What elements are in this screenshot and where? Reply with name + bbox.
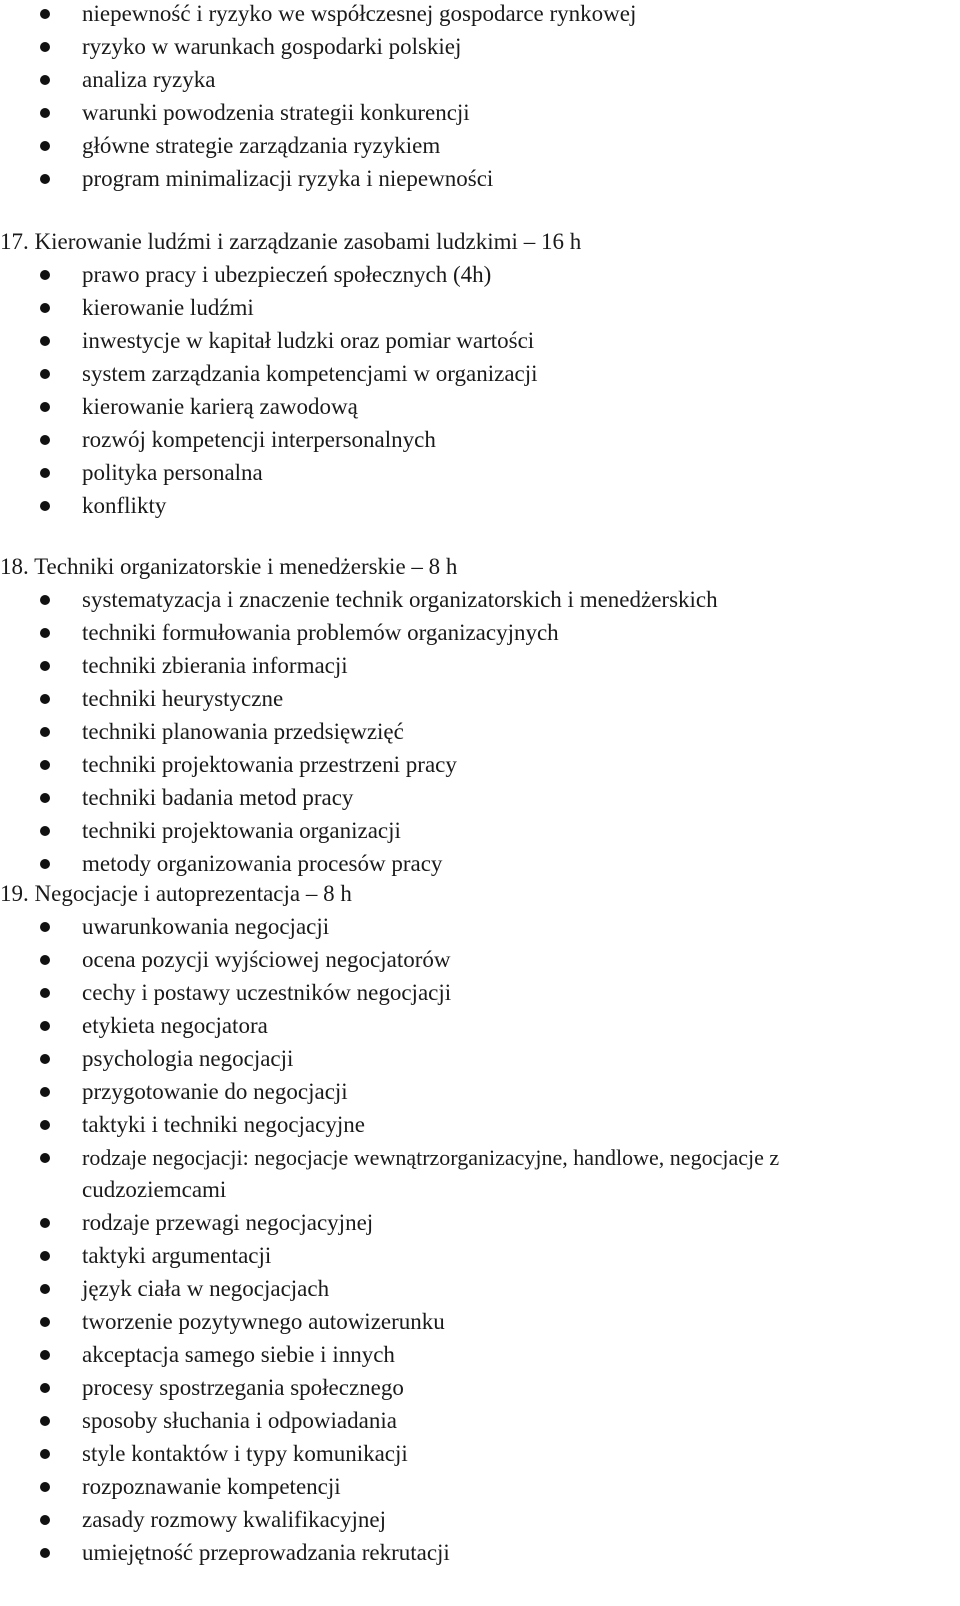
bullet-icon: [40, 1153, 50, 1163]
list-item: cechy i postawy uczestników negocjacji: [82, 979, 451, 1007]
bullet-icon: [40, 1383, 50, 1393]
bullet-icon: [40, 1054, 50, 1064]
bullet-icon: [40, 595, 50, 605]
section-heading: 17. Kierowanie ludźmi i zarządzanie zasobami ludzkimi – 16 h: [0, 229, 582, 254]
bullet-icon: [40, 1284, 50, 1294]
list-item: akceptacja samego siebie i innych: [82, 1341, 395, 1369]
list-item: kierowanie ludźmi: [82, 294, 254, 322]
bullet-icon: [40, 270, 50, 280]
bullet-icon: [40, 336, 50, 346]
list-item: techniki formułowania problemów organizacyjnych: [82, 619, 559, 647]
bullet-icon: [40, 1218, 50, 1228]
bullet-icon: [40, 859, 50, 869]
bullet-icon: [40, 174, 50, 184]
bullet-icon: [40, 1021, 50, 1031]
bullet-icon: [40, 922, 50, 932]
list-item: umiejętność przeprowadzania rekrutacji: [82, 1539, 450, 1567]
bullet-icon: [40, 628, 50, 638]
bullet-icon: [40, 435, 50, 445]
list-item: etykieta negocjatora: [82, 1012, 268, 1040]
list-item: techniki projektowania organizacji: [82, 817, 401, 845]
list-item: taktyki argumentacji: [82, 1242, 271, 1270]
bullet-icon: [40, 402, 50, 412]
list-item: przygotowanie do negocjacji: [82, 1078, 348, 1106]
bullet-icon: [40, 727, 50, 737]
list-item: inwestycje w kapitał ludzki oraz pomiar wartości: [82, 327, 534, 355]
list-item: uwarunkowania negocjacji: [82, 913, 329, 941]
list-item: techniki planowania przedsięwzięć: [82, 718, 404, 746]
bullet-icon: [40, 9, 50, 19]
bullet-icon: [40, 369, 50, 379]
list-item: rodzaje przewagi negocjacyjnej: [82, 1209, 373, 1237]
bullet-icon: [40, 1350, 50, 1360]
list-item: sposoby słuchania i odpowiadania: [82, 1407, 397, 1435]
list-item: system zarządzania kompetencjami w organizacji: [82, 360, 538, 388]
list-item: taktyki i techniki negocjacyjne: [82, 1111, 365, 1139]
section-heading: 18. Techniki organizatorskie i menedżerskie – 8 h: [0, 554, 458, 579]
bullet-icon: [40, 1548, 50, 1558]
bullet-icon: [40, 1482, 50, 1492]
list-item: polityka personalna: [82, 459, 263, 487]
list-item: ryzyko w warunkach gospodarki polskiej: [82, 33, 461, 61]
section-heading: 19. Negocjacje i autoprezentacja – 8 h: [0, 881, 352, 906]
bullet-icon: [40, 1515, 50, 1525]
list-item: tworzenie pozytywnego autowizerunku: [82, 1308, 445, 1336]
bullet-icon: [40, 1120, 50, 1130]
bullet-icon: [40, 141, 50, 151]
bullet-icon: [40, 1317, 50, 1327]
list-item: język ciała w negocjacjach: [82, 1275, 329, 1303]
list-item: psychologia negocjacji: [82, 1045, 293, 1073]
bullet-icon: [40, 661, 50, 671]
list-item: warunki powodzenia strategii konkurencji: [82, 99, 470, 127]
bullet-icon: [40, 1449, 50, 1459]
list-item: techniki badania metod pracy: [82, 784, 353, 812]
bullet-icon: [40, 826, 50, 836]
list-item: rozwój kompetencji interpersonalnych: [82, 426, 436, 454]
list-item: techniki heurystyczne: [82, 685, 283, 713]
list-item-continuation: cudzoziemcami: [82, 1177, 227, 1202]
list-item: style kontaktów i typy komunikacji: [82, 1440, 408, 1468]
bullet-icon: [40, 1087, 50, 1097]
list-item: niepewność i ryzyko we współczesnej gospodarce rynkowej: [82, 0, 636, 28]
bullet-icon: [40, 303, 50, 313]
bullet-icon: [40, 760, 50, 770]
bullet-icon: [40, 694, 50, 704]
list-item: zasady rozmowy kwalifikacyjnej: [82, 1506, 386, 1534]
list-item: analiza ryzyka: [82, 66, 215, 94]
list-item: techniki zbierania informacji: [82, 652, 348, 680]
bullet-icon: [40, 1416, 50, 1426]
list-item: główne strategie zarządzania ryzykiem: [82, 132, 440, 160]
bullet-icon: [40, 468, 50, 478]
bullet-icon: [40, 793, 50, 803]
bullet-icon: [40, 108, 50, 118]
bullet-icon: [40, 75, 50, 85]
bullet-icon: [40, 1251, 50, 1261]
bullet-icon: [40, 955, 50, 965]
list-item: ocena pozycji wyjściowej negocjatorów: [82, 946, 451, 974]
list-item: techniki projektowania przestrzeni pracy: [82, 751, 457, 779]
list-item: rodzaje negocjacji: negocjacje wewnątrzorganizacyjne, handlowe, negocjacje z: [82, 1144, 779, 1172]
list-item: metody organizowania procesów pracy: [82, 850, 442, 878]
bullet-icon: [40, 988, 50, 998]
list-item: konflikty: [82, 492, 166, 520]
list-item: procesy spostrzegania społecznego: [82, 1374, 404, 1402]
bullet-icon: [40, 42, 50, 52]
list-item: systematyzacja i znaczenie technik organizatorskich i menedżerskich: [82, 586, 718, 614]
list-item: prawo pracy i ubezpieczeń społecznych (4h): [82, 261, 491, 289]
list-item: kierowanie karierą zawodową: [82, 393, 358, 421]
list-item: program minimalizacji ryzyka i niepewności: [82, 165, 493, 193]
list-item: rozpoznawanie kompetencji: [82, 1473, 341, 1501]
bullet-icon: [40, 501, 50, 511]
